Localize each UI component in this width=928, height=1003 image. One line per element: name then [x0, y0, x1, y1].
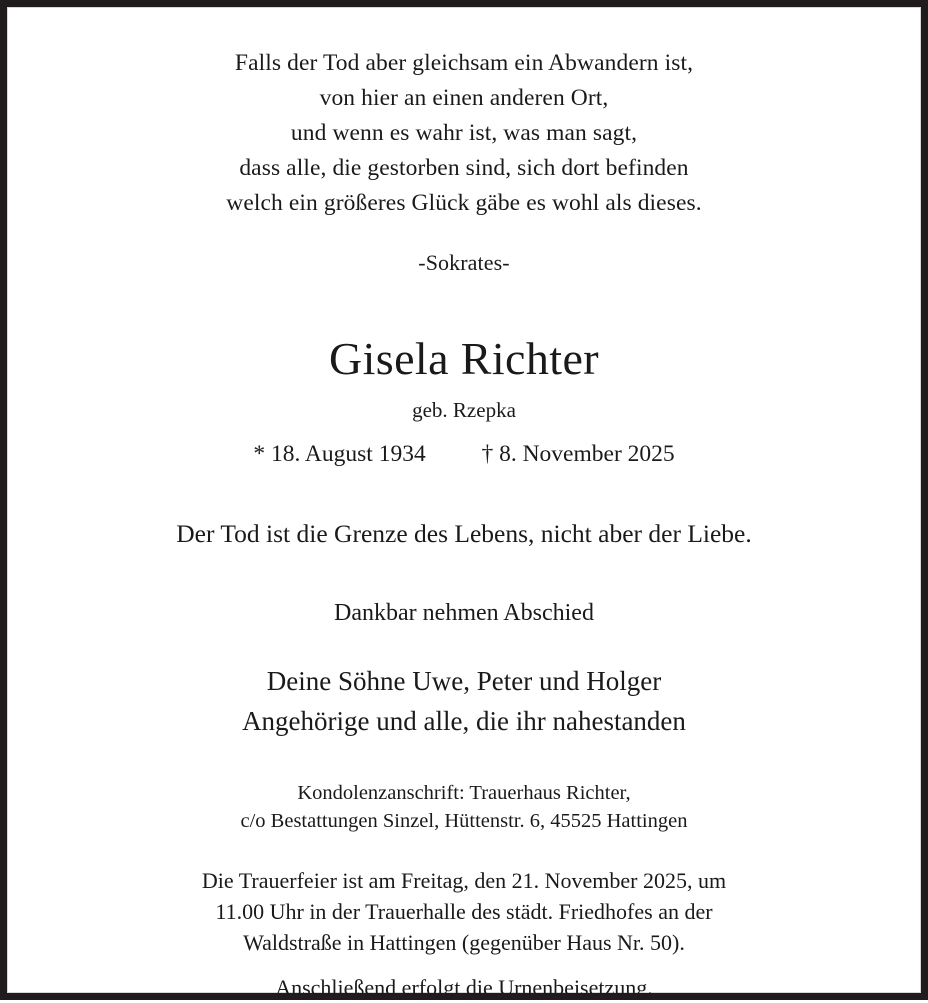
birth-date: 18. August 1934 [270, 441, 426, 467]
poem-line: Falls der Tod aber gleichsam ein Abwandern ist, [234, 50, 694, 76]
farewell-lead-text: Dankbar nehmen Abschied [334, 600, 594, 626]
service-details [32, 865, 896, 1003]
obituary-content [8, 8, 920, 1003]
service-line: Die Trauerfeier ist am Freitag, den 21. November 2025, um [201, 868, 727, 893]
service-line: Waldstraße in Hattingen (gegenüber Haus Nr. 50). [243, 930, 685, 955]
poem-line: und wenn es wahr ist, was man sagt, [290, 120, 638, 146]
death-symbol-icon: † [481, 441, 494, 467]
life-dates [32, 439, 896, 469]
maiden-name: geb. Rzepka [412, 398, 516, 422]
birth-symbol-icon: * [253, 441, 266, 467]
closing-note: Anschließend erfolgt die Urnenbeisetzung. [275, 975, 653, 1000]
condolence-address [32, 779, 896, 835]
condolence-line: Kondolenzanschrift: Trauerhaus Richter, [297, 782, 631, 804]
service-line: 11.00 Uhr in der Trauerhalle des städt. Friedhofes an der [215, 899, 713, 924]
death-date: 8. November 2025 [499, 441, 675, 467]
mourners-list [32, 661, 896, 741]
condolence-line: c/o Bestattungen Sinzel, Hüttenstr. 6, 45525 Hattingen [240, 810, 688, 832]
epigraph-poem [32, 46, 896, 278]
deceased-name: Gisela Richter [328, 333, 599, 384]
epitaph-text: Der Tod ist die Grenze des Lebens, nicht aber der Liebe. [176, 519, 752, 548]
mourners-line: Angehörige und alle, die ihr nahestanden [242, 706, 686, 736]
poem-attribution: -Sokrates- [418, 250, 510, 275]
poem-line: von hier an einen anderen Ort, [319, 85, 609, 111]
poem-line: dass alle, die gestorben sind, sich dort befinden [239, 155, 689, 181]
mourners-line: Deine Söhne Uwe, Peter und Holger [266, 666, 662, 696]
obituary-notice-card [7, 7, 921, 1000]
poem-line: welch ein größeres Glück gäbe es wohl als dieses. [226, 190, 702, 216]
